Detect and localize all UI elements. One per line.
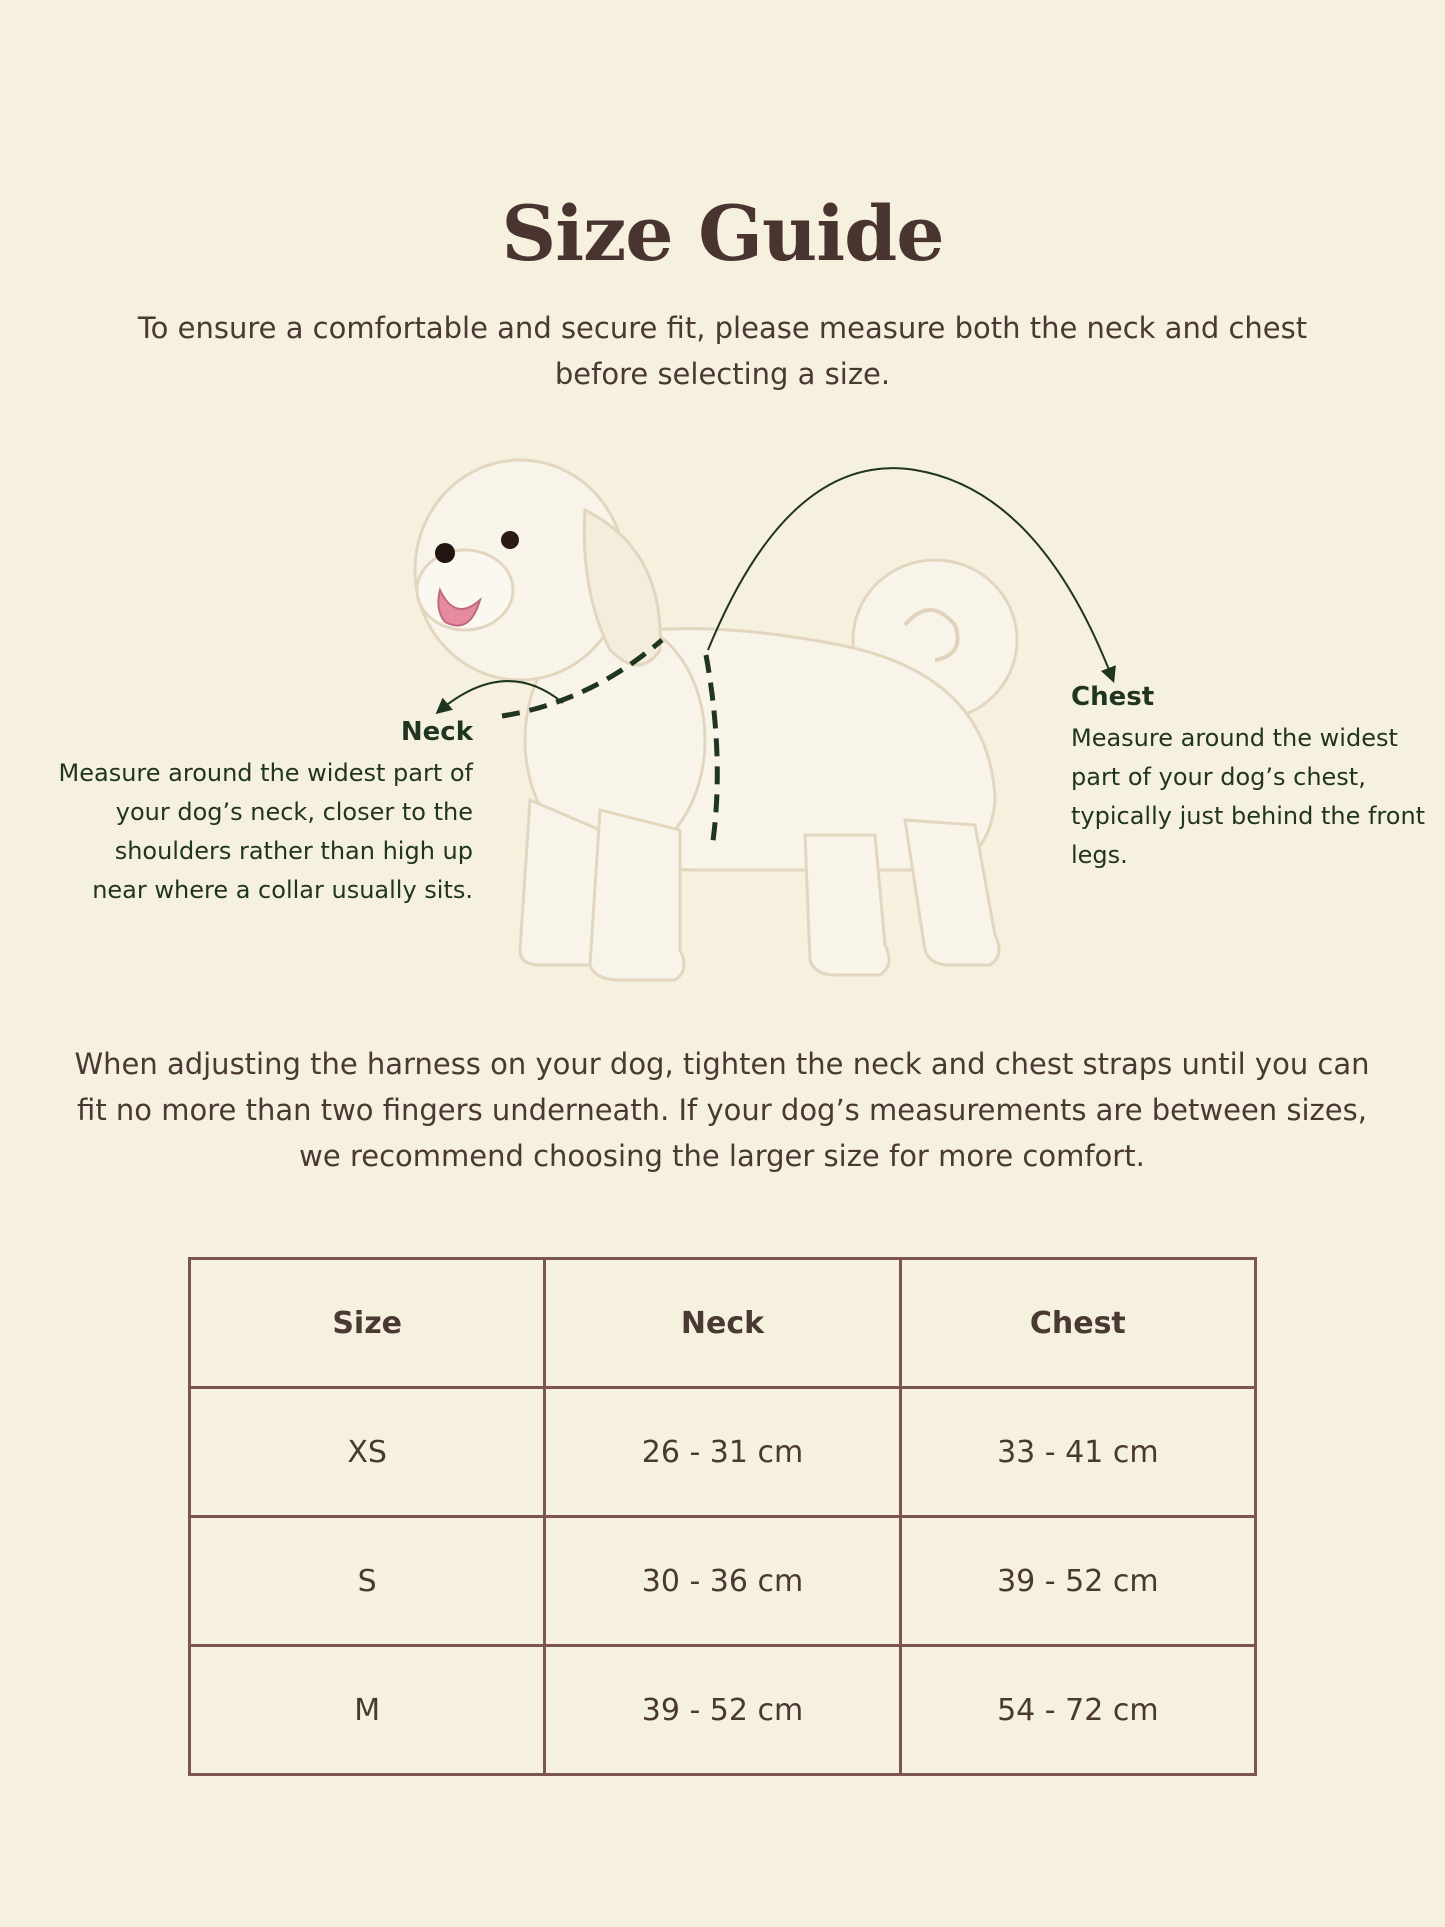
cell-chest: 54 - 72 cm bbox=[900, 1646, 1255, 1775]
cell-size: XS bbox=[190, 1388, 545, 1517]
intro-text: To ensure a comfortable and secure fit, please measure both the neck and chest before selecting a size. bbox=[137, 311, 1308, 391]
neck-description: Measure around the widest part of your dog’s neck, closer to the shoulders rather than high up near where a collar usually sits. bbox=[58, 759, 473, 904]
table-row bbox=[190, 1646, 1256, 1775]
chest-label: Chest bbox=[1071, 682, 1155, 712]
neck-annotation bbox=[55, 712, 473, 910]
cell-neck: 39 - 52 cm bbox=[545, 1646, 900, 1775]
cell-chest: 33 - 41 cm bbox=[900, 1388, 1255, 1517]
table-row bbox=[190, 1388, 1256, 1517]
header-size: Size bbox=[190, 1259, 545, 1388]
cell-size: S bbox=[190, 1517, 545, 1646]
cell-size: M bbox=[190, 1646, 545, 1775]
chest-annotation bbox=[1071, 677, 1431, 875]
fit-tip-text: When adjusting the harness on your dog, tighten the neck and chest straps until you can fit no more than two fingers underneath. If your dog’s measurements are between sizes, we recommend choosing the larger size for more comfort. bbox=[74, 1047, 1370, 1173]
page-title: Size Guide bbox=[501, 188, 944, 278]
table-header-row bbox=[190, 1259, 1256, 1388]
cell-chest: 39 - 52 cm bbox=[900, 1517, 1255, 1646]
header-chest: Chest bbox=[900, 1259, 1255, 1388]
size-table bbox=[188, 1257, 1257, 1776]
neck-label: Neck bbox=[400, 717, 473, 747]
table-row bbox=[190, 1517, 1256, 1646]
cell-neck: 26 - 31 cm bbox=[545, 1388, 900, 1517]
header-neck: Neck bbox=[545, 1259, 900, 1388]
cell-neck: 30 - 36 cm bbox=[545, 1517, 900, 1646]
chest-description: Measure around the widest part of your dog’s chest, typically just behind the front legs. bbox=[1071, 724, 1426, 869]
